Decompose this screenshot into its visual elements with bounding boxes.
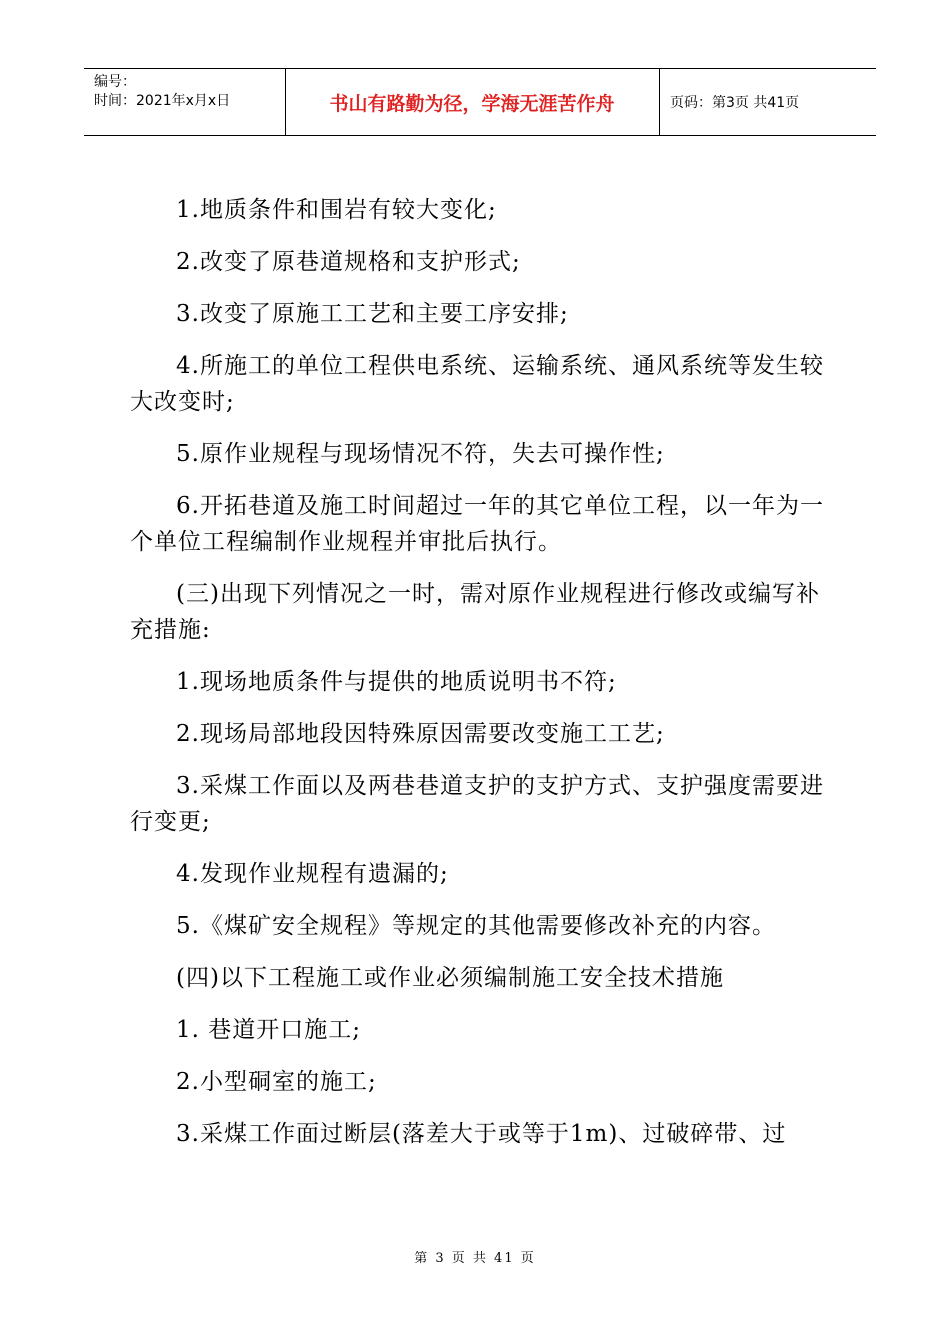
body-paragraph: 2.改变了原巷道规格和支护形式; bbox=[176, 249, 521, 275]
body-paragraph: 5.《煤矿安全规程》等规定的其他需要修改补充的内容。 bbox=[176, 913, 776, 939]
document-number-label: 编号： bbox=[94, 74, 136, 90]
body-paragraph: 3.采煤工作面过断层(落差大于或等于1m)、过破碎带、过 bbox=[176, 1121, 787, 1147]
page-header bbox=[84, 68, 876, 136]
body-paragraph: 6.开拓巷道及施工时间超过一年的其它单位工程，以一年为一个单位工程编制作业规程并审批后执行。 bbox=[130, 493, 824, 555]
section-heading: (四)以下工程施工或作业必须编制施工安全技术措施 bbox=[176, 965, 724, 991]
body-paragraph: 2.小型硐室的施工; bbox=[176, 1069, 377, 1095]
header-meta bbox=[94, 73, 230, 111]
header-motto: 书山有路勤为径，学海无涯苦作舟 bbox=[329, 92, 615, 115]
header-divider bbox=[659, 69, 660, 135]
body-paragraph: 3.改变了原施工工艺和主要工序安排; bbox=[176, 301, 569, 327]
section-heading: (三)出现下列情况之一时，需对原作业规程进行修改或编写补充措施: bbox=[130, 581, 820, 643]
header-page-number: 页码：第3页 共41页 bbox=[670, 95, 800, 111]
body-paragraph: 4.发现作业规程有遗漏的; bbox=[176, 861, 449, 887]
body-paragraph: 3.采煤工作面以及两巷巷道支护的支护方式、支护强度需要进行变更; bbox=[130, 773, 824, 835]
body-paragraph: 1.现场地质条件与提供的地质说明书不符; bbox=[176, 669, 617, 695]
body-paragraph: 5.原作业规程与现场情况不符，失去可操作性; bbox=[176, 441, 665, 467]
body-paragraph: 1. 巷道开口施工; bbox=[176, 1017, 362, 1043]
document-time-label: 时间：2021年x月x日 bbox=[94, 93, 231, 109]
body-paragraph: 4.所施工的单位工程供电系统、运输系统、通风系统等发生较大改变时; bbox=[130, 353, 824, 415]
body-paragraph: 1.地质条件和围岩有较大变化; bbox=[176, 197, 497, 223]
page-footer: 第 3 页 共 41 页 bbox=[414, 1251, 536, 1266]
body-paragraph: 2.现场局部地段因特殊原因需要改变施工工艺; bbox=[176, 721, 665, 747]
document-body bbox=[130, 192, 835, 1168]
